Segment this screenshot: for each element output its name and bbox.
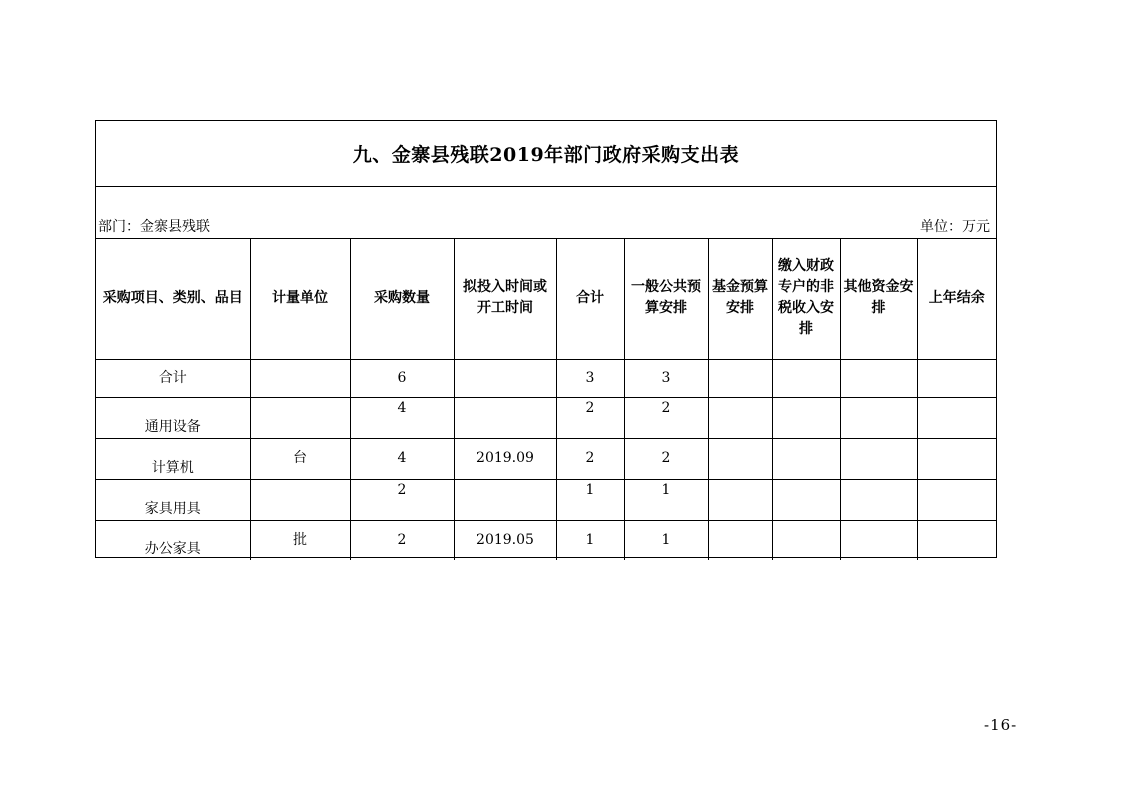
table-row: [96, 479, 996, 520]
cell-other: [840, 359, 917, 397]
header-quantity: 采购数量: [350, 238, 454, 359]
cell-fund-budget: [708, 520, 772, 560]
table-row: [96, 359, 996, 397]
cell-general-budget: 1: [624, 479, 708, 520]
cell-time: [454, 397, 556, 438]
cell-total: 3: [556, 359, 624, 397]
header-total: 合计: [556, 238, 624, 359]
cell-unit: [250, 359, 350, 397]
cell-non-tax: [772, 359, 840, 397]
cell-item: 合计: [96, 359, 250, 397]
cell-total: 1: [556, 520, 624, 560]
cell-quantity: 2: [350, 479, 454, 520]
cell-fund-budget: [708, 479, 772, 520]
cell-item: 家具用具: [96, 479, 250, 520]
cell-last-year: [917, 520, 996, 560]
page-title: 九、金寨县残联2019年部门政府采购支出表: [352, 144, 740, 166]
cell-non-tax: [772, 479, 840, 520]
cell-unit: 批: [250, 520, 350, 560]
cell-unit: [250, 397, 350, 438]
cell-general-budget: 3: [624, 359, 708, 397]
cell-non-tax: [772, 397, 840, 438]
header-item: 采购项目、类别、品目: [96, 238, 250, 359]
cell-time: 2019.09: [454, 438, 556, 479]
cell-unit: 台: [250, 438, 350, 479]
cell-last-year: [917, 397, 996, 438]
table-row: [96, 438, 996, 479]
cell-quantity: 4: [350, 438, 454, 479]
cell-last-year: [917, 438, 996, 479]
cell-other: [840, 397, 917, 438]
cell-total: 1: [556, 479, 624, 520]
cell-general-budget: 2: [624, 397, 708, 438]
cell-quantity: 6: [350, 359, 454, 397]
cell-other: [840, 479, 917, 520]
header-time: 拟投入时间或开工时间: [454, 238, 556, 359]
header-general-budget: 一般公共预算安排: [624, 238, 708, 359]
header-non-tax: 缴入财政专户的非税收入安排: [772, 238, 840, 359]
department-label: 部门：金寨县残联: [98, 219, 210, 235]
procurement-table-frame: [95, 120, 997, 558]
cell-item: 计算机: [96, 438, 250, 479]
cell-item: 办公家具: [96, 520, 250, 560]
cell-item: 通用设备: [96, 397, 250, 438]
cell-total: 2: [556, 438, 624, 479]
cell-other: [840, 520, 917, 560]
info-row: [96, 186, 996, 239]
procurement-table: [96, 238, 996, 560]
cell-other: [840, 438, 917, 479]
header-row: [96, 238, 996, 359]
header-other: 其他资金安排: [840, 238, 917, 359]
cell-last-year: [917, 479, 996, 520]
cell-time: [454, 359, 556, 397]
unit-label: 单位：万元: [920, 219, 990, 235]
cell-unit: [250, 479, 350, 520]
page-number: -16-: [984, 716, 1018, 734]
cell-non-tax: [772, 438, 840, 479]
header-fund-budget: 基金预算安排: [708, 238, 772, 359]
cell-quantity: 4: [350, 397, 454, 438]
cell-general-budget: 1: [624, 520, 708, 560]
table-row: [96, 397, 996, 438]
header-last-year: 上年结余: [917, 238, 996, 359]
cell-time: [454, 479, 556, 520]
title-band: [96, 121, 996, 187]
cell-fund-budget: [708, 438, 772, 479]
cell-last-year: [917, 359, 996, 397]
cell-time: 2019.05: [454, 520, 556, 560]
header-unit: 计量单位: [250, 238, 350, 359]
cell-non-tax: [772, 520, 840, 560]
cell-fund-budget: [708, 397, 772, 438]
cell-fund-budget: [708, 359, 772, 397]
cell-quantity: 2: [350, 520, 454, 560]
cell-total: 2: [556, 397, 624, 438]
cell-general-budget: 2: [624, 438, 708, 479]
table-row: [96, 520, 996, 560]
